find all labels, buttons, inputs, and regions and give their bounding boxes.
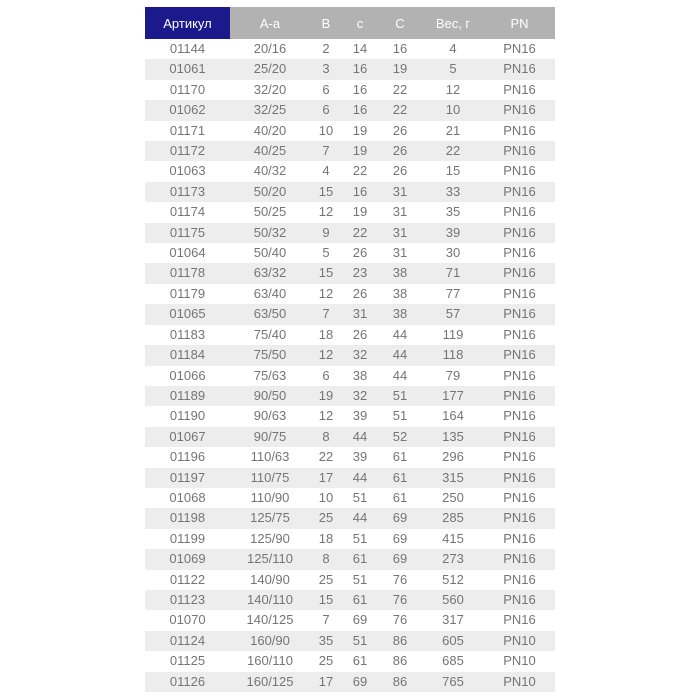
table-cell: 40/32 <box>230 161 310 181</box>
table-cell: 765 <box>422 672 484 692</box>
table-row <box>145 488 555 508</box>
table-cell: 61 <box>378 468 422 488</box>
table-row <box>145 651 555 671</box>
table-cell: 86 <box>378 631 422 651</box>
table-row <box>145 59 555 79</box>
table-cell: 40/25 <box>230 141 310 161</box>
table-cell: 140/110 <box>230 590 310 610</box>
table-cell: PN16 <box>484 223 555 243</box>
table-cell: 51 <box>378 406 422 426</box>
table-row <box>145 345 555 365</box>
table-cell: PN16 <box>484 161 555 181</box>
table-cell: 15 <box>422 161 484 181</box>
table-cell: 8 <box>310 427 342 447</box>
table-cell: 685 <box>422 651 484 671</box>
table-cell: 25 <box>310 508 342 528</box>
table-cell: 01061 <box>145 59 230 79</box>
table-cell: 32 <box>342 345 378 365</box>
table-cell: 44 <box>378 345 422 365</box>
table-cell: PN10 <box>484 651 555 671</box>
table-cell: 7 <box>310 304 342 324</box>
table-cell: 75/63 <box>230 366 310 386</box>
table-cell: 17 <box>310 468 342 488</box>
table-row <box>145 161 555 181</box>
table-cell: 33 <box>422 182 484 202</box>
table-cell: 38 <box>342 366 378 386</box>
table-row <box>145 304 555 324</box>
table-cell: 273 <box>422 549 484 569</box>
column-header-2: B <box>310 7 342 39</box>
table-cell: 40/20 <box>230 121 310 141</box>
table-cell: 12 <box>310 284 342 304</box>
table-cell: 16 <box>378 39 422 59</box>
table-row <box>145 100 555 120</box>
table-cell: 75/40 <box>230 325 310 345</box>
column-header-0: Артикул <box>145 7 230 39</box>
table-body <box>145 39 555 692</box>
table-row <box>145 243 555 263</box>
table-cell: 50/25 <box>230 202 310 222</box>
table-cell: 01197 <box>145 468 230 488</box>
table-cell: 01063 <box>145 161 230 181</box>
table-cell: 61 <box>342 549 378 569</box>
table-cell: 415 <box>422 529 484 549</box>
table-cell: 76 <box>378 590 422 610</box>
table-cell: 125/75 <box>230 508 310 528</box>
table-cell: 4 <box>310 161 342 181</box>
table-cell: 12 <box>310 345 342 365</box>
table-cell: 5 <box>310 243 342 263</box>
table-row <box>145 263 555 283</box>
table-cell: PN16 <box>484 427 555 447</box>
table-cell: 16 <box>342 59 378 79</box>
table-cell: 21 <box>422 121 484 141</box>
column-header-4: C <box>378 7 422 39</box>
table-cell: PN16 <box>484 243 555 263</box>
table-cell: PN16 <box>484 468 555 488</box>
table-cell: 86 <box>378 651 422 671</box>
table-cell: PN16 <box>484 570 555 590</box>
table-cell: 69 <box>378 549 422 569</box>
table-cell: 61 <box>342 651 378 671</box>
table-cell: 32/20 <box>230 80 310 100</box>
table-cell: 19 <box>310 386 342 406</box>
table-cell: 51 <box>378 386 422 406</box>
table-cell: 44 <box>342 508 378 528</box>
table-cell: PN16 <box>484 529 555 549</box>
table-cell: 69 <box>378 529 422 549</box>
table-cell: 38 <box>378 284 422 304</box>
product-spec-table <box>145 7 555 692</box>
table-cell: 9 <box>310 223 342 243</box>
table-cell: 01175 <box>145 223 230 243</box>
table-cell: 63/32 <box>230 263 310 283</box>
table-cell: 01070 <box>145 610 230 630</box>
table-cell: 12 <box>422 80 484 100</box>
table-cell: 51 <box>342 570 378 590</box>
table-cell: PN16 <box>484 386 555 406</box>
table-cell: PN10 <box>484 631 555 651</box>
table-cell: 250 <box>422 488 484 508</box>
table-cell: 01184 <box>145 345 230 365</box>
table-cell: 01174 <box>145 202 230 222</box>
table-cell: PN16 <box>484 121 555 141</box>
table-cell: PN16 <box>484 447 555 467</box>
table-cell: 39 <box>342 406 378 426</box>
table-row <box>145 386 555 406</box>
table-cell: PN16 <box>484 325 555 345</box>
header-row <box>145 7 555 39</box>
table-cell: 61 <box>378 488 422 508</box>
table-cell: 90/75 <box>230 427 310 447</box>
table-cell: 5 <box>422 59 484 79</box>
table-cell: 12 <box>310 406 342 426</box>
table-cell: PN16 <box>484 488 555 508</box>
column-header-6: PN <box>484 7 555 39</box>
table-cell: 57 <box>422 304 484 324</box>
table-cell: 15 <box>310 590 342 610</box>
table-row <box>145 672 555 692</box>
table-cell: PN16 <box>484 263 555 283</box>
table-cell: 01144 <box>145 39 230 59</box>
table-row <box>145 529 555 549</box>
table-cell: 6 <box>310 366 342 386</box>
table-row <box>145 570 555 590</box>
table-cell: PN16 <box>484 39 555 59</box>
table-row <box>145 325 555 345</box>
table-cell: 01067 <box>145 427 230 447</box>
table-cell: 75/50 <box>230 345 310 365</box>
table-cell: 31 <box>378 182 422 202</box>
table-cell: 26 <box>342 243 378 263</box>
table-cell: 177 <box>422 386 484 406</box>
table-row <box>145 447 555 467</box>
table-cell: 110/90 <box>230 488 310 508</box>
table-cell: 16 <box>342 80 378 100</box>
table-cell: 71 <box>422 263 484 283</box>
table-cell: 315 <box>422 468 484 488</box>
table-cell: PN16 <box>484 304 555 324</box>
table-cell: 16 <box>342 100 378 120</box>
table-row <box>145 610 555 630</box>
table-cell: 26 <box>378 161 422 181</box>
table-row <box>145 468 555 488</box>
table-cell: 2 <box>310 39 342 59</box>
table-cell: 31 <box>378 202 422 222</box>
table-cell: 19 <box>342 121 378 141</box>
table-cell: 135 <box>422 427 484 447</box>
table-cell: 44 <box>342 468 378 488</box>
table-cell: 25 <box>310 651 342 671</box>
table-cell: 39 <box>342 447 378 467</box>
column-header-1: A-a <box>230 7 310 39</box>
table-cell: 51 <box>342 488 378 508</box>
table-cell: 14 <box>342 39 378 59</box>
table-row <box>145 366 555 386</box>
table-cell: 10 <box>310 488 342 508</box>
table-cell: 90/50 <box>230 386 310 406</box>
table-cell: 19 <box>342 141 378 161</box>
column-header-3: c <box>342 7 378 39</box>
table-cell: 01066 <box>145 366 230 386</box>
table-row <box>145 508 555 528</box>
table-cell: 61 <box>378 447 422 467</box>
table-row <box>145 631 555 651</box>
table-cell: 32/25 <box>230 100 310 120</box>
table-cell: 22 <box>422 141 484 161</box>
table-cell: 76 <box>378 570 422 590</box>
table-cell: 44 <box>378 325 422 345</box>
table-row <box>145 427 555 447</box>
table-cell: 7 <box>310 141 342 161</box>
table-cell: 110/63 <box>230 447 310 467</box>
table-cell: 69 <box>342 610 378 630</box>
table-cell: PN16 <box>484 141 555 161</box>
table-cell: 77 <box>422 284 484 304</box>
table-row <box>145 202 555 222</box>
table-cell: 86 <box>378 672 422 692</box>
table-cell: 01179 <box>145 284 230 304</box>
table-cell: PN16 <box>484 182 555 202</box>
table-row <box>145 182 555 202</box>
table-cell: 296 <box>422 447 484 467</box>
table-cell: 44 <box>378 366 422 386</box>
table-cell: 125/90 <box>230 529 310 549</box>
table-cell: 10 <box>422 100 484 120</box>
table-cell: 01125 <box>145 651 230 671</box>
table-cell: 01068 <box>145 488 230 508</box>
table-cell: 35 <box>310 631 342 651</box>
table-cell: 160/110 <box>230 651 310 671</box>
table-cell: 22 <box>378 80 422 100</box>
table-cell: 01196 <box>145 447 230 467</box>
table-cell: 31 <box>342 304 378 324</box>
table-cell: 12 <box>310 202 342 222</box>
table-row <box>145 80 555 100</box>
table-cell: 63/50 <box>230 304 310 324</box>
table-cell: 31 <box>378 243 422 263</box>
table-cell: PN16 <box>484 549 555 569</box>
table-cell: PN16 <box>484 508 555 528</box>
table-cell: 38 <box>378 304 422 324</box>
table-cell: 01190 <box>145 406 230 426</box>
table-cell: 01065 <box>145 304 230 324</box>
table-cell: PN16 <box>484 100 555 120</box>
table-cell: 50/20 <box>230 182 310 202</box>
table-cell: PN16 <box>484 590 555 610</box>
table-cell: 01173 <box>145 182 230 202</box>
table-cell: 22 <box>342 223 378 243</box>
table-cell: 26 <box>378 121 422 141</box>
table-cell: 01123 <box>145 590 230 610</box>
table-cell: 3 <box>310 59 342 79</box>
table-cell: PN16 <box>484 80 555 100</box>
table-cell: 560 <box>422 590 484 610</box>
table-row <box>145 141 555 161</box>
table-row <box>145 284 555 304</box>
table-cell: 01199 <box>145 529 230 549</box>
table-cell: 18 <box>310 325 342 345</box>
table-cell: 16 <box>342 182 378 202</box>
table-cell: 285 <box>422 508 484 528</box>
column-header-5: Вес, г <box>422 7 484 39</box>
table-cell: 17 <box>310 672 342 692</box>
table-cell: 26 <box>342 284 378 304</box>
table-cell: 01198 <box>145 508 230 528</box>
table-cell: 6 <box>310 100 342 120</box>
table-row <box>145 406 555 426</box>
table-cell: 10 <box>310 121 342 141</box>
table-row <box>145 223 555 243</box>
table-cell: 119 <box>422 325 484 345</box>
table-cell: 35 <box>422 202 484 222</box>
table-cell: 605 <box>422 631 484 651</box>
table-cell: 25/20 <box>230 59 310 79</box>
table-cell: 01122 <box>145 570 230 590</box>
table-row <box>145 121 555 141</box>
table-cell: 69 <box>378 508 422 528</box>
table-cell: 01170 <box>145 80 230 100</box>
table-cell: 61 <box>342 590 378 610</box>
table-cell: 8 <box>310 549 342 569</box>
table-row <box>145 39 555 59</box>
table-cell: 01062 <box>145 100 230 120</box>
table-cell: PN16 <box>484 406 555 426</box>
table-row <box>145 549 555 569</box>
table-cell: 4 <box>422 39 484 59</box>
table-cell: 19 <box>342 202 378 222</box>
table-cell: 69 <box>342 672 378 692</box>
table-cell: 125/110 <box>230 549 310 569</box>
table-cell: 01171 <box>145 121 230 141</box>
table-cell: 23 <box>342 263 378 283</box>
table-cell: 317 <box>422 610 484 630</box>
table-cell: 160/125 <box>230 672 310 692</box>
table-cell: 31 <box>378 223 422 243</box>
table-cell: 18 <box>310 529 342 549</box>
table-cell: 160/90 <box>230 631 310 651</box>
table-cell: 26 <box>378 141 422 161</box>
table-cell: 140/90 <box>230 570 310 590</box>
table-cell: 01189 <box>145 386 230 406</box>
table-cell: 01064 <box>145 243 230 263</box>
table-cell: 76 <box>378 610 422 630</box>
table-cell: 01124 <box>145 631 230 651</box>
table-cell: 7 <box>310 610 342 630</box>
table-cell: PN16 <box>484 59 555 79</box>
table-cell: PN16 <box>484 345 555 365</box>
table-cell: PN10 <box>484 672 555 692</box>
table-cell: 44 <box>342 427 378 447</box>
table-cell: 79 <box>422 366 484 386</box>
table-cell: PN16 <box>484 366 555 386</box>
table-cell: 32 <box>342 386 378 406</box>
table-cell: 118 <box>422 345 484 365</box>
table-cell: 110/75 <box>230 468 310 488</box>
table-cell: 50/32 <box>230 223 310 243</box>
table-cell: 140/125 <box>230 610 310 630</box>
table-cell: 30 <box>422 243 484 263</box>
table-cell: 15 <box>310 263 342 283</box>
table-cell: 51 <box>342 631 378 651</box>
table-cell: 90/63 <box>230 406 310 426</box>
table-cell: 164 <box>422 406 484 426</box>
table-cell: 38 <box>378 263 422 283</box>
table-cell: 20/16 <box>230 39 310 59</box>
table-cell: 25 <box>310 570 342 590</box>
table-cell: 39 <box>422 223 484 243</box>
table-cell: 19 <box>378 59 422 79</box>
table-cell: 22 <box>310 447 342 467</box>
table-cell: 63/40 <box>230 284 310 304</box>
table-cell: 22 <box>378 100 422 120</box>
table-cell: 512 <box>422 570 484 590</box>
table-cell: 01178 <box>145 263 230 283</box>
table-cell: 22 <box>342 161 378 181</box>
table-cell: 15 <box>310 182 342 202</box>
table-cell: 51 <box>342 529 378 549</box>
table-cell: 01183 <box>145 325 230 345</box>
table-cell: PN16 <box>484 610 555 630</box>
table-cell: 52 <box>378 427 422 447</box>
table-cell: 50/40 <box>230 243 310 263</box>
table-cell: PN16 <box>484 202 555 222</box>
table-cell: 01126 <box>145 672 230 692</box>
table-cell: 26 <box>342 325 378 345</box>
table-cell: PN16 <box>484 284 555 304</box>
table-cell: 01172 <box>145 141 230 161</box>
table-row <box>145 590 555 610</box>
table-cell: 6 <box>310 80 342 100</box>
table-cell: 01069 <box>145 549 230 569</box>
